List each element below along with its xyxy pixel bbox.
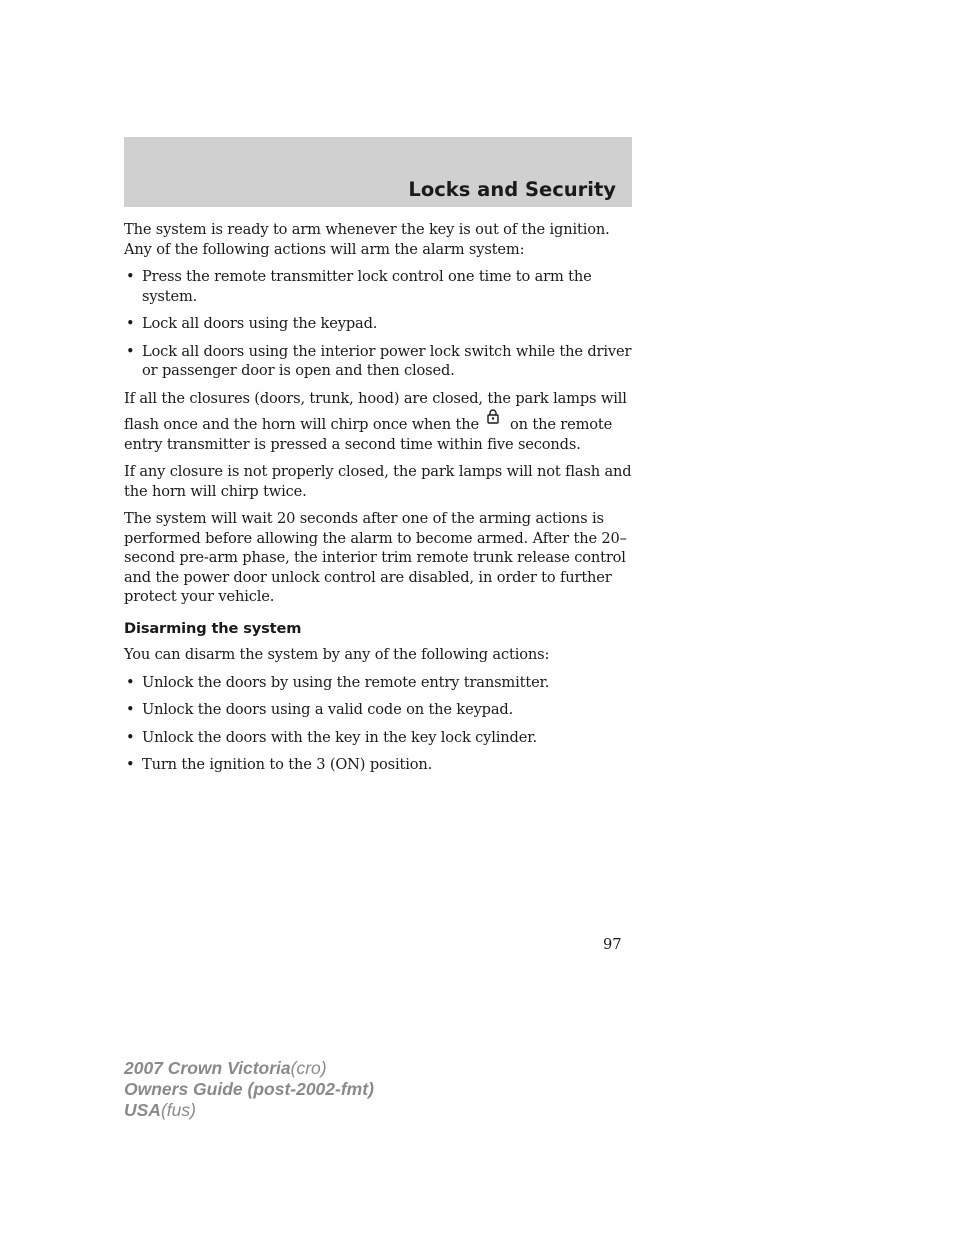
footer-guide: Owners Guide (post-2002-fmt)	[124, 1079, 374, 1099]
closures-text-before-icon: If all the closures (doors, trunk, hood) are closed, the park lamps will flash once and the horn will chirp once when the	[124, 389, 627, 433]
page-content	[124, 220, 632, 783]
arming-intro-paragraph: The system is ready to arm whenever the key is out of the ignition. Any of the following actions will arm the alarm system:	[124, 221, 610, 258]
footer-market: USA	[124, 1100, 161, 1120]
section-title: Locks and Security	[408, 178, 616, 201]
disarming-actions-list	[124, 673, 632, 775]
list-item: • Unlock the doors using a valid code on the keypad.	[124, 700, 632, 720]
footer-model: 2007 Crown Victoria	[124, 1058, 291, 1078]
footer-model-code: (cro)	[290, 1058, 327, 1078]
page-number: 97	[603, 936, 622, 953]
pre-arm-paragraph: The system will wait 20 seconds after one of the arming actions is performed before allowing the alarm to become armed. After the 20–second pre-arm phase, the interior trim remote trunk release control and the power door unlock control are disabled, in order to further protect your vehicle.	[124, 510, 627, 605]
document-footer	[124, 1058, 374, 1121]
arming-actions-list	[124, 267, 632, 381]
list-item: • Lock all doors using the interior power lock switch while the driver or passenger door is open and then closed.	[124, 342, 632, 381]
disarming-heading: Disarming the system	[124, 619, 302, 637]
closures-paragraph	[124, 389, 632, 455]
disarming-intro-paragraph: You can disarm the system by any of the following actions:	[124, 646, 550, 663]
not-closed-paragraph: If any closure is not properly closed, the park lamps will not flash and the horn will chirp twice.	[124, 463, 632, 500]
list-item: • Unlock the doors with the key in the key lock cylinder.	[124, 728, 632, 748]
footer-line-1	[124, 1058, 374, 1079]
footer-market-code: (fus)	[160, 1100, 196, 1120]
closures-text-after-icon: on the remote entry transmitter is pressed a second time within five seconds.	[124, 416, 613, 453]
list-item: • Lock all doors using the keypad.	[124, 314, 632, 334]
section-header-band	[124, 137, 632, 207]
footer-line-2	[124, 1079, 374, 1100]
list-item: • Press the remote transmitter lock control one time to arm the system.	[124, 267, 632, 306]
list-item: • Turn the ignition to the 3 (ON) position.	[124, 755, 632, 775]
lock-icon	[485, 408, 501, 424]
list-item: • Unlock the doors by using the remote entry transmitter.	[124, 673, 632, 693]
footer-line-3	[124, 1100, 374, 1121]
